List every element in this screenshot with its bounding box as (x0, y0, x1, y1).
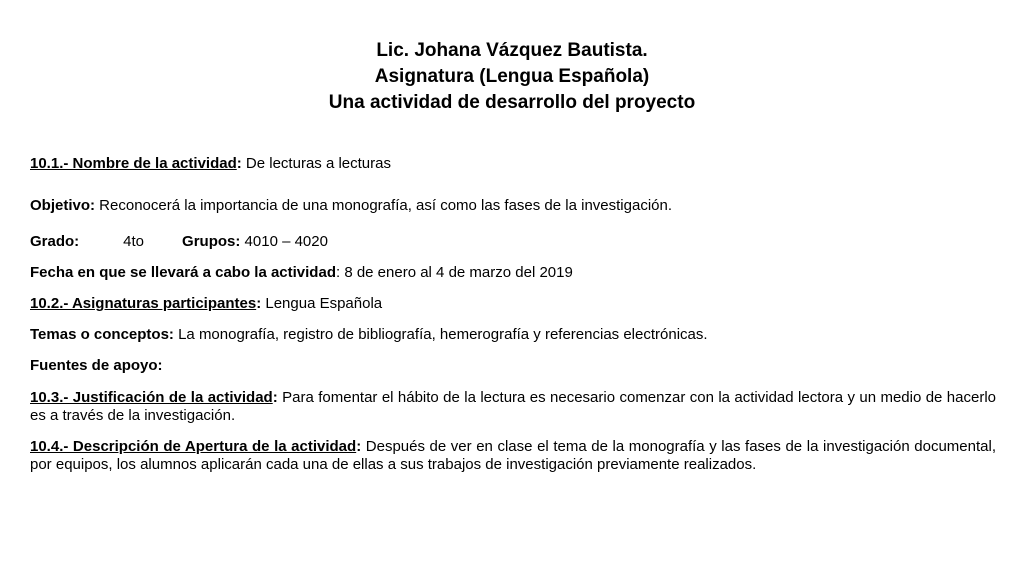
objective-row (30, 197, 996, 215)
objective-label: Objetivo: (30, 197, 96, 214)
sources-label: Fuentes de apoyo: (30, 357, 163, 374)
activity-name-label: 10.1.- Nombre de la actividad (30, 155, 237, 172)
subjects-row (30, 295, 996, 313)
date-row (30, 264, 996, 282)
justification-row (30, 389, 996, 425)
subjects-label: 10.2.- Asignaturas participantes (30, 295, 257, 312)
topics-value: La monografía, registro de bibliografía, hemerografía y referencias electrónicas. (173, 326, 708, 343)
description-row (30, 438, 996, 474)
topics-label: Temas o conceptos: (30, 326, 174, 343)
description-label: 10.4.- Descripción de Apertura de la actividad (30, 438, 357, 455)
grade-value: 4to (123, 233, 145, 250)
justification-sep: : (272, 389, 278, 406)
subjects-sep: : (256, 295, 262, 312)
description-value: Después de ver en clase el tema de la monografía y las fases de la investigación documental, por equipos, los alumnos aplicarán cada una de ellas a sus trabajos de investigación previamente realizados. (30, 438, 996, 473)
justification-label: 10.3.- Justificación de la actividad (30, 389, 273, 406)
description-sep: : (356, 438, 362, 455)
grade-row (30, 233, 996, 251)
date-label: Fecha en que se llevará a cabo la actividad (30, 264, 336, 281)
title-block (0, 38, 1024, 116)
subjects-value: Lengua Española (261, 295, 383, 312)
project-title: Una actividad de desarrollo del proyecto (328, 92, 696, 113)
groups-value: 4010 – 4020 (240, 233, 328, 250)
sources-row (30, 357, 996, 375)
subject-title: Asignatura (Lengua Española) (374, 66, 650, 87)
activity-name-row (30, 155, 996, 173)
activity-name-value: De lecturas a lecturas (241, 155, 391, 172)
justification-value: Para fomentar el hábito de la lectura es necesario comenzar con la actividad lectora y un medio de hacerlo es a través de la investigación. (30, 389, 996, 424)
author-name: Lic. Johana Vázquez Bautista. (376, 40, 648, 61)
activity-name-sep: : (236, 155, 242, 172)
date-value: : 8 de enero al 4 de marzo del 2019 (335, 264, 573, 281)
objective-value: Reconocerá la importancia de una monografía, así como las fases de la investigación. (95, 197, 673, 214)
grade-label: Grado: (30, 233, 80, 250)
topics-row (30, 326, 996, 344)
groups-label: Grupos: (182, 233, 241, 250)
